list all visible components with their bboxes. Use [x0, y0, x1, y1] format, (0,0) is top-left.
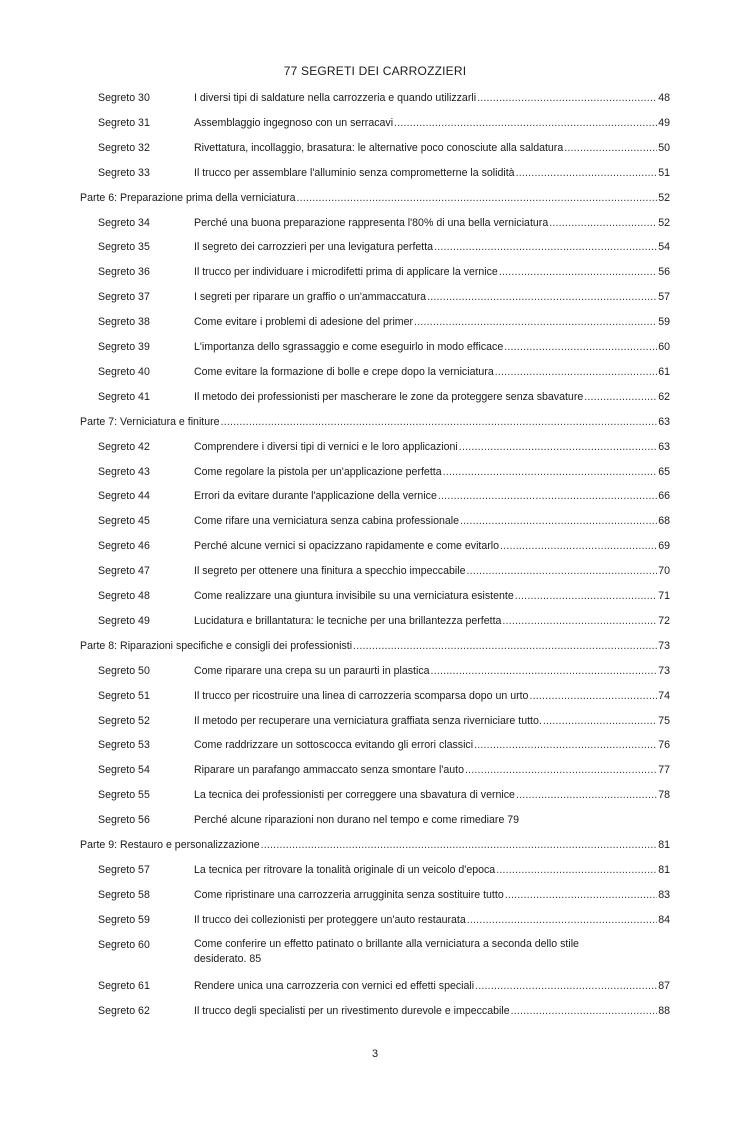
toc-segreto-row [0, 978, 750, 994]
toc-page-number: 56 [658, 266, 670, 279]
toc-segreto-entry [194, 264, 670, 280]
dot-leader [500, 538, 657, 554]
toc-segreto-label: Segreto 50 [98, 664, 150, 677]
toc-segreto-label: Segreto 34 [98, 216, 150, 229]
toc-segreto-title: Perché alcune vernici si opacizzano rapidamente e come evitarlo [194, 540, 500, 553]
toc-segreto-label: Segreto 55 [98, 789, 150, 802]
dot-leader [496, 862, 657, 878]
toc-segreto-title: I diversi tipi di saldature nella carrozzeria e quando utilizzarli [194, 92, 477, 104]
dot-leader [505, 887, 657, 903]
dot-leader [221, 414, 658, 430]
toc-segreto-label: Segreto 53 [98, 739, 150, 752]
toc-segreto-title: Come ripristinare una carrozzeria arrugginita senza sostituire tutto [194, 888, 504, 901]
toc-page-number: 78 [658, 789, 670, 802]
toc-segreto-title: Il metodo dei professionisti per mascherare le zone da proteggere senza sbavature [194, 390, 584, 403]
dot-leader [474, 737, 657, 753]
toc-segreto-entry [194, 663, 670, 679]
toc-segreto-label: Segreto 61 [98, 979, 150, 992]
toc-segreto-entry [194, 140, 670, 156]
toc-segreto-row [0, 165, 750, 181]
toc-page-number: 59 [658, 316, 670, 329]
toc-segreto-row [0, 762, 750, 778]
toc-part-row [0, 837, 750, 853]
toc-segreto-row [0, 215, 750, 231]
toc-segreto-label: Segreto 31 [98, 116, 150, 129]
toc-segreto-label: Segreto 30 [98, 92, 150, 104]
toc-segreto-entry [194, 912, 670, 928]
toc-segreto-entry [194, 364, 670, 380]
toc-page-number: 72 [658, 614, 670, 627]
toc-part-row [0, 638, 750, 654]
dot-leader [353, 638, 657, 654]
toc-segreto-row [0, 737, 750, 753]
toc-segreto-label: Segreto 37 [98, 291, 150, 304]
toc-segreto-entry [194, 978, 670, 994]
toc-segreto-row [0, 239, 750, 255]
toc-page-number: 70 [658, 565, 670, 578]
dot-leader [431, 663, 658, 679]
toc-segreto-row [0, 140, 750, 156]
toc-page-number: 87 [658, 979, 670, 992]
toc-segreto-title: La tecnica dei professionisti per correggere una sbavatura di vernice [194, 789, 515, 802]
toc-segreto-title: Lucidatura e brillantatura: le tecniche per una brillantezza perfetta [194, 614, 502, 627]
dot-leader [504, 339, 657, 355]
toc-segreto-entry [194, 289, 670, 305]
toc-part-row [0, 414, 750, 430]
toc-segreto-entry [194, 389, 670, 405]
toc-page-number: 75 [658, 714, 670, 727]
toc-page-number: 74 [658, 689, 670, 702]
toc-segreto-label: Segreto 40 [98, 365, 150, 378]
dot-leader [297, 190, 658, 206]
toc-segreto-title: Il segreto dei carrozzieri per una levigatura perfetta [194, 241, 434, 254]
toc-page-number: 63 [658, 415, 670, 428]
toc-page-number: 77 [658, 764, 670, 777]
dot-leader [499, 264, 657, 280]
toc-part-title: Parte 8: Riparazioni specifiche e consigli dei professionisti [80, 639, 353, 652]
dot-leader [467, 912, 657, 928]
dot-leader [427, 289, 657, 305]
toc-segreto-entry [194, 588, 670, 604]
toc-segreto-row [0, 812, 750, 828]
toc-segreto-label: Segreto 38 [98, 316, 150, 329]
toc-page-number: 61 [658, 365, 670, 378]
toc-segreto-entry [194, 488, 670, 504]
toc-page-number: 49 [658, 116, 670, 129]
toc-segreto-label: Segreto 60 [98, 938, 150, 951]
toc-segreto-label: Segreto 36 [98, 266, 150, 279]
toc-part-title: Parte 6: Preparazione prima della verniciatura [80, 191, 296, 204]
toc-segreto-label: Segreto 41 [98, 390, 150, 403]
dot-leader [414, 314, 657, 330]
toc-segreto-row [0, 887, 750, 903]
toc-page-number: 76 [658, 739, 670, 752]
toc-page-number: 69 [658, 540, 670, 553]
toc-segreto-row [0, 264, 750, 280]
toc-page-number: 71 [658, 590, 670, 602]
dot-leader [529, 688, 657, 704]
toc-page-number: 52 [658, 216, 670, 229]
toc-segreto-title: Il trucco per assemblare l'alluminio senza comprometterne la solidità [194, 166, 515, 179]
toc-segreto-title: Come regolare la pistola per un'applicazione perfetta [194, 465, 442, 478]
toc-part-title: Parte 7: Verniciatura e finiture [80, 415, 220, 428]
toc-segreto-entry [194, 90, 670, 106]
dot-leader [516, 165, 658, 181]
toc-segreto-title: Comprendere i diversi tipi di vernici e le loro applicazioni [194, 440, 458, 453]
toc-segreto-row [0, 663, 750, 679]
toc-segreto-row [0, 90, 750, 106]
dot-leader [511, 1003, 658, 1019]
toc-segreto-entry [194, 787, 670, 803]
toc-segreto-entry [194, 339, 670, 355]
toc-segreto-title: Il trucco dei collezionisti per proteggere un'auto restaurata [194, 913, 466, 926]
toc-segreto-row [0, 862, 750, 878]
toc-part-row [0, 190, 750, 206]
toc-segreto-row [0, 912, 750, 928]
toc-segreto-title: Come raddrizzare un sottoscocca evitando gli errori classici [194, 739, 474, 752]
toc-segreto-title-continued: desiderato. 85 [194, 952, 262, 965]
toc-segreto-title: Rivettatura, incollaggio, brasatura: le alternative poco conosciute alla saldatura [194, 141, 564, 154]
toc-page-number: 81 [658, 863, 670, 876]
toc-segreto-label: Segreto 46 [98, 540, 150, 553]
toc-segreto-label: Segreto 51 [98, 689, 150, 702]
toc-segreto-title: Errori da evitare durante l'applicazione della vernice [194, 490, 437, 503]
toc-part-entry [80, 414, 670, 430]
toc-segreto-entry [194, 165, 670, 181]
toc-segreto-entry [194, 439, 670, 455]
toc-page-number: 57 [658, 291, 670, 304]
toc-part-title: Parte 9: Restauro e personalizzazione [80, 839, 260, 851]
toc-segreto-title: Il trucco per individuare i microdifetti prima di applicare la vernice [194, 266, 498, 279]
toc-segreto-row [0, 538, 750, 554]
toc-segreto-label: Segreto 62 [98, 1004, 150, 1017]
toc-segreto-row [0, 439, 750, 455]
dot-leader [584, 389, 657, 405]
toc-page-number: 84 [658, 913, 670, 926]
toc-segreto-row [0, 787, 750, 803]
toc-segreto-label: Segreto 48 [98, 590, 150, 602]
toc-segreto-label: Segreto 32 [98, 141, 150, 154]
dot-leader [564, 140, 657, 156]
toc-page-number: 62 [658, 390, 670, 403]
toc-page-number: 73 [658, 664, 670, 677]
toc-segreto-row [0, 1003, 750, 1019]
toc-segreto-entry [194, 688, 670, 704]
toc-segreto-title: Il metodo per recuperare una verniciatura graffiata senza riverniciare tutto. [194, 714, 542, 727]
dot-leader [394, 115, 657, 131]
toc-page-number: 52 [658, 191, 670, 204]
toc-page-number: 68 [658, 515, 670, 528]
toc-page-number: 65 [658, 465, 670, 478]
toc-segreto-label: Segreto 44 [98, 490, 150, 503]
toc-segreto-label: Segreto 52 [98, 714, 150, 727]
toc-segreto-row [0, 713, 750, 729]
toc-segreto-entry [194, 812, 670, 828]
dot-leader [475, 978, 657, 994]
toc-segreto-row [0, 289, 750, 305]
toc-segreto-row [0, 513, 750, 529]
toc-segreto-entry [194, 115, 670, 131]
toc-segreto-entry [194, 937, 670, 967]
toc-segreto-row [0, 314, 750, 330]
toc-segreto-row [0, 488, 750, 504]
toc-segreto-row [0, 339, 750, 355]
dot-leader [549, 215, 657, 231]
toc-segreto-label: Segreto 54 [98, 764, 150, 777]
toc-segreto-entry [194, 314, 670, 330]
toc-page-number: 88 [658, 1004, 670, 1017]
dot-leader [434, 239, 657, 255]
toc-segreto-row [0, 389, 750, 405]
page-header-title: 77 SEGRETI DEI CARROZZIERI [283, 64, 467, 78]
toc-segreto-entry [194, 713, 670, 729]
toc-segreto-entry [194, 513, 670, 529]
toc-page-number: 60 [658, 341, 670, 353]
toc-segreto-row [0, 115, 750, 131]
toc-segreto-entry [194, 464, 670, 480]
dot-leader [438, 488, 657, 504]
toc-segreto-title: Come evitare i problemi di adesione del primer [194, 316, 414, 329]
toc-segreto-title: Il segreto per ottenere una finitura a specchio impeccabile [194, 565, 466, 578]
toc-segreto-label: Segreto 42 [98, 440, 150, 453]
toc-segreto-title: Riparare un parafango ammaccato senza smontare l'auto [194, 764, 464, 777]
toc-segreto-title: Il trucco per ricostruire una linea di carrozzeria scomparsa dopo un urto [194, 689, 529, 702]
toc-segreto-entry [194, 239, 670, 255]
toc-page-number: 66 [658, 490, 670, 503]
toc-segreto-row [0, 563, 750, 579]
dot-leader [261, 837, 658, 853]
toc-segreto-label: Segreto 47 [98, 565, 150, 578]
toc-page-number: 54 [658, 241, 670, 254]
toc-segreto-entry [194, 1003, 670, 1019]
toc-segreto-label: Segreto 35 [98, 241, 150, 254]
toc-segreto-entry [194, 613, 670, 629]
toc-segreto-title: Assemblaggio ingegnoso con un serracavi [194, 116, 394, 129]
toc-segreto-entry [194, 887, 670, 903]
dot-leader [543, 713, 657, 729]
toc-segreto-title: Rendere unica una carrozzeria con vernici ed effetti speciali [194, 979, 475, 992]
toc-segreto-title: I segreti per riparare un graffio o un'ammaccatura [194, 291, 427, 304]
toc-segreto-row [0, 364, 750, 380]
toc-segreto-row [0, 464, 750, 480]
dot-leader [477, 90, 657, 106]
dot-leader [466, 563, 657, 579]
toc-segreto-label: Segreto 57 [98, 863, 150, 876]
toc-page-number: 50 [658, 141, 670, 154]
toc-page-number: 51 [658, 166, 670, 179]
toc-segreto-label: Segreto 56 [98, 814, 150, 827]
toc-segreto-title: Come conferire un effetto patinato o brillante alla verniciatura a seconda dello stile [194, 937, 579, 950]
toc-segreto-label: Segreto 45 [98, 515, 150, 528]
dot-leader [443, 464, 658, 480]
dot-leader [495, 364, 657, 380]
toc-segreto-entry [194, 762, 670, 778]
toc-segreto-entry [194, 215, 670, 231]
toc-segreto-label: Segreto 39 [98, 341, 150, 353]
toc-page-number: 48 [658, 92, 670, 104]
dot-leader [460, 513, 657, 529]
toc-segreto-entry [194, 737, 670, 753]
toc-segreto-title: Perché una buona preparazione rappresenta l'80% di una bella verniciatura [194, 216, 549, 229]
dot-leader [465, 762, 657, 778]
toc-segreto-title: La tecnica per ritrovare la tonalità originale di un veicolo d'epoca [194, 863, 496, 876]
dot-leader [516, 787, 657, 803]
toc-segreto-label: Segreto 43 [98, 465, 150, 478]
dot-leader [515, 588, 657, 604]
toc-part-entry [80, 638, 670, 654]
toc-segreto-title: Il trucco degli specialisti per un rivestimento durevole e impeccabile [194, 1004, 510, 1017]
toc-page-number: 83 [658, 888, 670, 901]
toc-segreto-title: Come rifare una verniciatura senza cabina professionale [194, 515, 459, 528]
toc-segreto-entry [194, 862, 670, 878]
toc-segreto-title: L'importanza dello sgrassaggio e come eseguirlo in modo efficace [194, 341, 504, 353]
page-number: 3 [371, 1048, 379, 1060]
toc-segreto-entry [194, 538, 670, 554]
toc-page-number: 73 [658, 639, 670, 652]
toc-segreto-label: Segreto 58 [98, 888, 150, 901]
toc-part-entry [80, 190, 670, 206]
toc-segreto-label: Segreto 59 [98, 913, 150, 926]
toc-segreto-title: Come evitare la formazione di bolle e crepe dopo la verniciatura [194, 365, 494, 378]
toc-page-number: 81 [658, 839, 670, 851]
toc-segreto-label: Segreto 33 [98, 166, 150, 179]
toc-segreto-label: Segreto 49 [98, 614, 150, 627]
toc-part-entry [80, 837, 670, 853]
toc-segreto-entry [194, 563, 670, 579]
dot-leader [502, 613, 657, 629]
toc-segreto-title: Come realizzare una giuntura invisibile su una verniciatura esistente [194, 590, 514, 602]
toc-segreto-row [0, 588, 750, 604]
dot-leader [459, 439, 657, 455]
toc-segreto-row [0, 937, 750, 965]
toc-page-number: 63 [658, 440, 670, 453]
toc-segreto-row [0, 613, 750, 629]
toc-segreto-title: Come riparare una crepa su un paraurti in plastica [194, 664, 430, 677]
toc-segreto-row [0, 688, 750, 704]
toc-segreto-title: Perché alcune riparazioni non durano nel tempo e come rimediare 79 [194, 814, 520, 827]
